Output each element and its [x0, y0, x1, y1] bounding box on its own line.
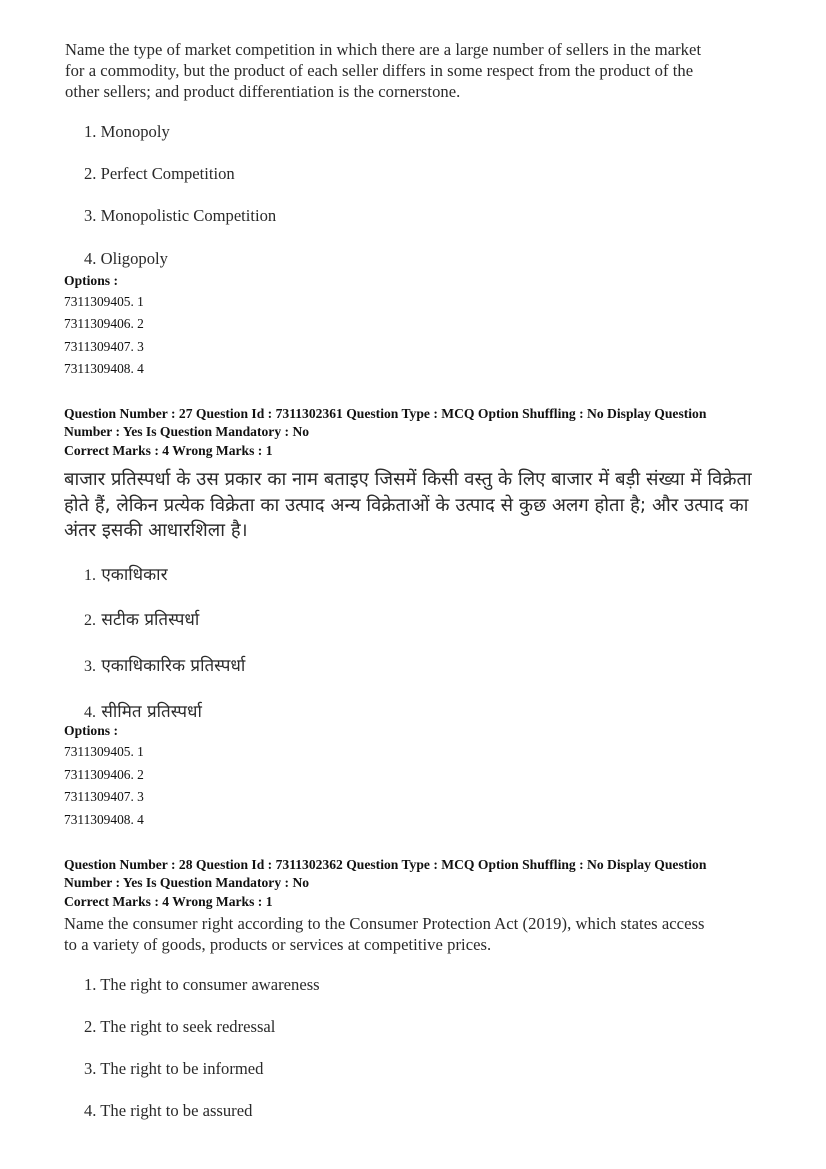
question-26-choice-2: 2. Perfect Competition — [84, 164, 235, 183]
question-27-choice-4-number: 4. — [84, 704, 96, 721]
question-27-option-id-1: 7311309405. 1 — [64, 744, 144, 759]
question-27-choice-1-number: 1. — [84, 567, 96, 584]
question-28-meta-line-2: Number : Yes Is Question Mandatory : No — [64, 875, 310, 890]
question-27-choice-2-text: सटीक प्रतिस्पर्धा — [101, 610, 200, 630]
question-26-choice-4: 4. Oligopoly — [84, 249, 168, 268]
question-26-options-label: Options : — [64, 273, 119, 288]
question-26-option-id-1: 7311309405. 1 — [64, 294, 144, 309]
question-27-choice-3-number: 3. — [84, 658, 96, 675]
question-27-choice-4-text: सीमित प्रतिस्पर्धा — [101, 702, 202, 722]
question-27-option-id-2: 7311309406. 2 — [64, 767, 144, 782]
question-27-text-line-1: बाजार प्रतिस्पर्धा के उस प्रकार का नाम बताइए जिसमें किसी वस्तु के लिए बाजार में बड़ी संख्या में विक्रेता — [64, 469, 752, 490]
question-26-text-line-1: Name the type of market competition in which there are a large number of sellers in the market — [65, 40, 702, 59]
question-27-meta-line-1: Question Number : 27 Question Id : 7311302361 Question Type : MCQ Option Shuffling : No Display Question — [64, 406, 707, 421]
question-27-option-id-4: 7311309408. 4 — [64, 812, 144, 827]
question-28-marks: Correct Marks : 4 Wrong Marks : 1 — [64, 894, 273, 909]
question-27-meta-line-2: Number : Yes Is Question Mandatory : No — [64, 424, 310, 439]
question-26-option-id-4: 7311309408. 4 — [64, 361, 144, 376]
question-28-choice-3: 3. The right to be informed — [84, 1059, 264, 1078]
question-26-text-line-3: other sellers; and product differentiation is the cornerstone. — [65, 82, 461, 101]
question-27-choice-3 — [84, 653, 245, 676]
question-27-marks: Correct Marks : 4 Wrong Marks : 1 — [64, 443, 273, 458]
question-26-option-id-2: 7311309406. 2 — [64, 316, 144, 331]
question-28-choice-1: 1. The right to consumer awareness — [84, 975, 320, 994]
question-27-choice-2-number: 2. — [84, 612, 96, 629]
question-28-text-line-1: Name the consumer right according to the Consumer Protection Act (2019), which states access — [64, 914, 705, 933]
question-28-text-line-2: to a variety of goods, products or services at competitive prices. — [64, 935, 492, 954]
question-27-choice-1 — [84, 562, 168, 585]
question-28-choice-2: 2. The right to seek redressal — [84, 1017, 276, 1036]
question-27-choice-2 — [84, 607, 199, 630]
question-27-text-line-3: अंतर इसकी आधारशिला है। — [64, 520, 248, 541]
question-26-option-id-3: 7311309407. 3 — [64, 339, 144, 354]
question-26-choice-1: 1. Monopoly — [84, 122, 170, 141]
question-27-choice-4 — [84, 699, 202, 722]
question-28-choice-4: 4. The right to be assured — [84, 1101, 253, 1120]
question-27-choice-1-text: एकाधिकार — [101, 565, 168, 585]
question-28-meta-line-1: Question Number : 28 Question Id : 7311302362 Question Type : MCQ Option Shuffling : No Display Question — [64, 857, 707, 872]
question-27-choice-3-text: एकाधिकारिक प्रतिस्पर्धा — [101, 656, 246, 676]
question-26-text-line-2: for a commodity, but the product of each seller differs in some respect from the product of the — [65, 61, 694, 80]
question-27-text-line-2: होते हैं, लेकिन प्रत्येक विक्रेता का उत्पाद अन्य विक्रेताओं के उत्पाद से कुछ अलग होता है; और उत्पाद का — [64, 495, 749, 516]
question-27-options-label: Options : — [64, 723, 119, 738]
question-27-option-id-3: 7311309407. 3 — [64, 789, 144, 804]
question-26-choice-3: 3. Monopolistic Competition — [84, 206, 277, 225]
